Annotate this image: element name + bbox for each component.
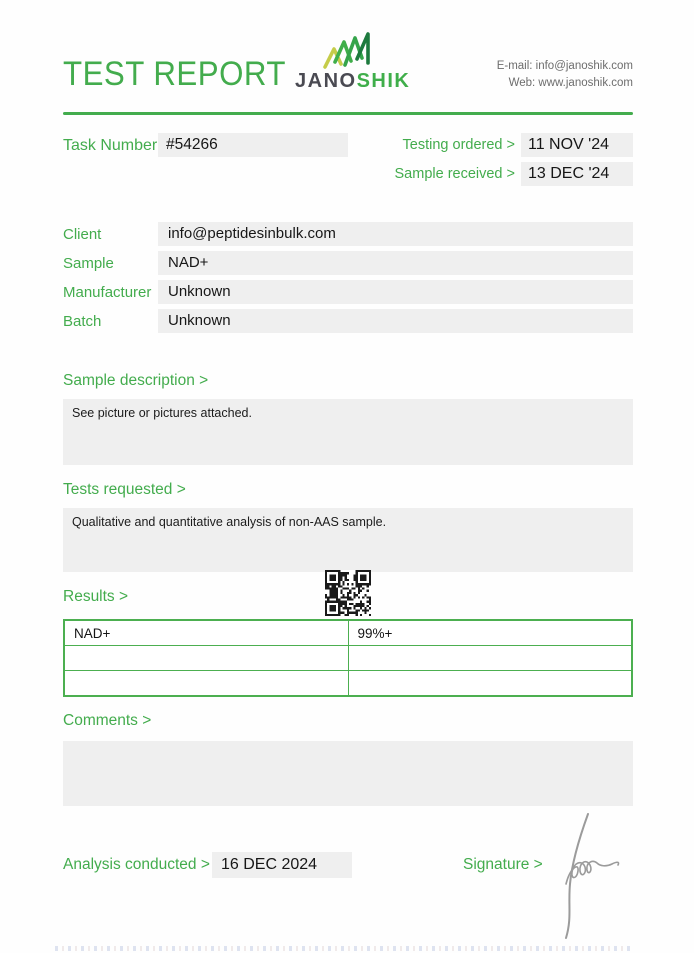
results-table: [63, 619, 633, 697]
sample-value: NAD+: [158, 251, 633, 275]
manufacturer-value: Unknown: [158, 280, 633, 304]
page-title: TEST REPORT: [63, 55, 286, 93]
table-row: [64, 671, 632, 697]
results-heading: Results >: [63, 588, 129, 605]
janoshik-logo: [295, 31, 411, 93]
signature-label: Signature >: [463, 856, 543, 873]
result-substance-cell: [64, 646, 348, 671]
testing-ordered-label: Testing ordered >: [402, 137, 515, 153]
signature-image: [552, 810, 652, 945]
header-divider: [63, 112, 633, 115]
contact-block: [413, 58, 633, 92]
contact-email: E-mail: info@janoshik.com: [496, 60, 633, 72]
analysis-date-value: 16 DEC 2024: [212, 852, 352, 878]
table-row: [64, 646, 632, 671]
sample-label: Sample: [63, 255, 114, 272]
result-substance-cell: [64, 671, 348, 697]
tests-requested-box: [63, 508, 633, 572]
brand-green-part: SHIK: [356, 70, 411, 92]
result-value-cell: [348, 646, 632, 671]
task-number-label: Task Number: [63, 137, 158, 154]
chart-growth-icon: [320, 31, 378, 69]
sample-description-box: [63, 399, 633, 465]
analysis-conducted-label: Analysis conducted >: [63, 856, 210, 873]
sample-description-heading: Sample description >: [63, 372, 209, 389]
client-value: info@peptidesinbulk.com: [158, 222, 633, 246]
sample-description-text: See picture or pictures attached.: [72, 406, 252, 420]
qr-modules: [325, 570, 371, 616]
contact-web: Web: www.janoshik.com: [508, 77, 633, 89]
sample-received-label: Sample received >: [394, 166, 515, 182]
qr-code: [325, 570, 371, 616]
result-substance-cell: NAD+: [64, 620, 348, 646]
comments-box: [63, 741, 633, 806]
result-value-cell: 99%+: [348, 620, 632, 646]
scan-artifact: [55, 946, 633, 951]
brand-dark-part: JANO: [295, 70, 357, 92]
comments-heading: Comments >: [63, 712, 152, 729]
table-row: [64, 620, 632, 646]
task-number-value: #54266: [158, 133, 348, 157]
client-label: Client: [63, 226, 102, 243]
sample-received-value: 13 DEC '24: [521, 162, 633, 186]
manufacturer-label: Manufacturer: [63, 284, 152, 301]
batch-label: Batch: [63, 313, 102, 330]
tests-requested-heading: Tests requested >: [63, 481, 186, 498]
batch-value: Unknown: [158, 309, 633, 333]
tests-requested-text: Qualitative and quantitative analysis of non-AAS sample.: [72, 515, 387, 529]
testing-ordered-value: 11 NOV '24: [521, 133, 633, 157]
result-value-cell: [348, 671, 632, 697]
brand-wordmark: [295, 70, 411, 93]
